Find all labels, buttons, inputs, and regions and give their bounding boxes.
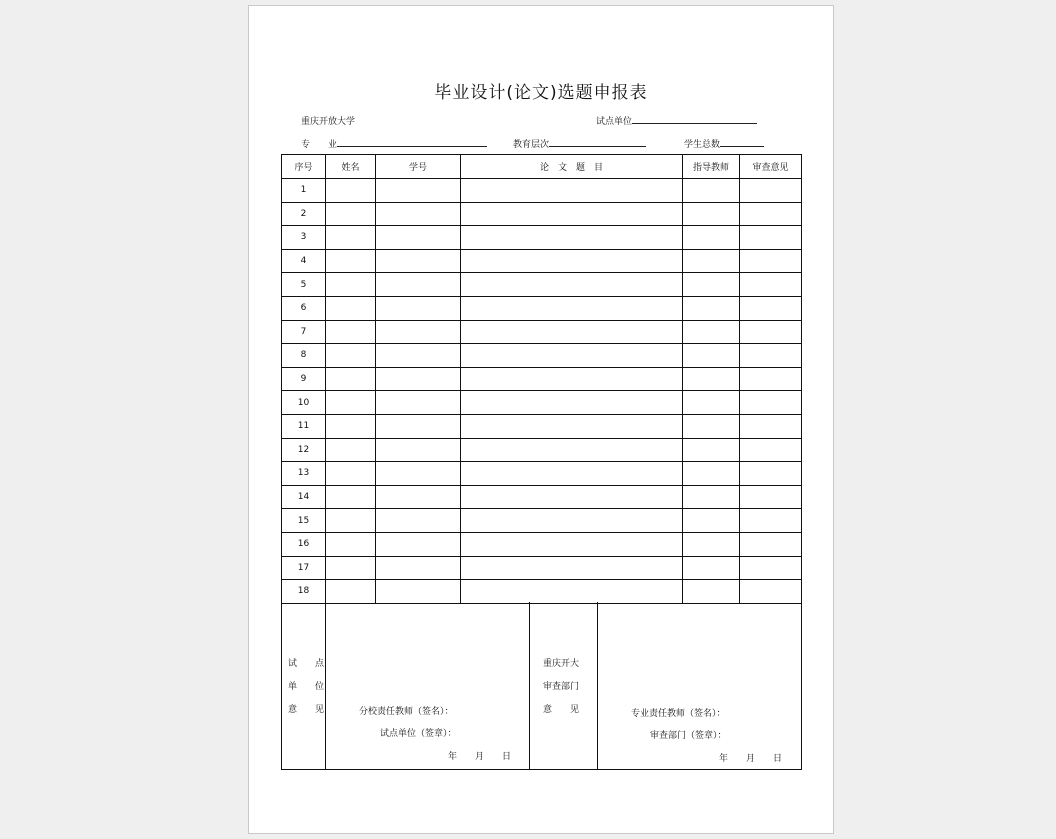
- edu-level-blank: [549, 137, 646, 147]
- review-opinion-cell: [740, 462, 802, 486]
- table-row: [282, 414, 802, 438]
- name-cell: [326, 462, 376, 486]
- review-opinion-cell: [740, 273, 802, 297]
- row-index: 8: [282, 344, 326, 368]
- review-opinion-cell: [740, 202, 802, 226]
- student-total-field: [684, 137, 764, 150]
- name-cell: [326, 202, 376, 226]
- table-row: [282, 320, 802, 344]
- thesis-title-cell: [461, 414, 683, 438]
- table-row: [282, 344, 802, 368]
- advisor-cell: [683, 509, 740, 533]
- review-opinion-cell: [740, 532, 802, 556]
- thesis-title-cell: [461, 320, 683, 344]
- review-opinion-cell: [740, 485, 802, 509]
- table-row: [282, 438, 802, 462]
- thesis-title-cell: [461, 485, 683, 509]
- name-cell: [326, 249, 376, 273]
- student-total-label: 学生总数: [684, 140, 721, 150]
- approval-section: [281, 602, 802, 770]
- review-opinion-cell: [740, 344, 802, 368]
- major-blank: [337, 137, 487, 147]
- table-row: [282, 556, 802, 580]
- student-id-cell: [376, 296, 461, 320]
- major-teacher-signature: 专业责任教师（签名）：: [631, 709, 726, 719]
- left-date: 年 月 日: [448, 752, 512, 762]
- edu-level-field: [513, 137, 646, 150]
- advisor-cell: [683, 320, 740, 344]
- thesis-title-cell: [461, 580, 683, 604]
- table-row: [282, 226, 802, 250]
- name-cell: [326, 344, 376, 368]
- advisor-cell: [683, 391, 740, 415]
- review-opinion-cell: [740, 580, 802, 604]
- divider: [325, 602, 326, 769]
- thesis-title-cell: [461, 367, 683, 391]
- review-opinion-cell: [740, 556, 802, 580]
- advisor-cell: [683, 367, 740, 391]
- table-row: [282, 532, 802, 556]
- topic-table: [281, 154, 802, 604]
- thesis-title-cell: [461, 273, 683, 297]
- table-row: [282, 296, 802, 320]
- page-title: 毕业设计(论文)选题申报表: [434, 83, 648, 103]
- advisor-cell: [683, 556, 740, 580]
- table-row: [282, 367, 802, 391]
- row-index: 13: [282, 462, 326, 486]
- student-id-cell: [376, 580, 461, 604]
- review-opinion-cell: [740, 367, 802, 391]
- review-opinion-cell: [740, 414, 802, 438]
- review-opinion-cell: [740, 296, 802, 320]
- row-index: 15: [282, 509, 326, 533]
- row-index: 6: [282, 296, 326, 320]
- name-cell: [326, 580, 376, 604]
- advisor-cell: [683, 226, 740, 250]
- pilot-opinion-label-1: 试 点: [288, 659, 325, 669]
- table-row: [282, 249, 802, 273]
- thesis-title-cell: [461, 179, 683, 203]
- row-index: 10: [282, 391, 326, 415]
- name-cell: [326, 509, 376, 533]
- row-index: 7: [282, 320, 326, 344]
- name-cell: [326, 273, 376, 297]
- review-opinion-cell: [740, 509, 802, 533]
- advisor-cell: [683, 580, 740, 604]
- student-id-cell: [376, 485, 461, 509]
- thesis-title-cell: [461, 556, 683, 580]
- advisor-cell: [683, 249, 740, 273]
- table-row: [282, 580, 802, 604]
- student-id-cell: [376, 462, 461, 486]
- advisor-cell: [683, 462, 740, 486]
- table-row: [282, 202, 802, 226]
- review-dept-seal: 审查部门（签章）：: [650, 731, 727, 741]
- name-cell: [326, 226, 376, 250]
- right-date: 年 月 日: [719, 754, 783, 764]
- row-index: 16: [282, 532, 326, 556]
- review-label-2: 审查部门: [543, 682, 580, 692]
- row-index: 14: [282, 485, 326, 509]
- col-header-index: 序号: [282, 155, 326, 179]
- major-field: [301, 137, 487, 150]
- thesis-title-cell: [461, 438, 683, 462]
- row-index: 3: [282, 226, 326, 250]
- advisor-cell: [683, 438, 740, 462]
- row-index: 2: [282, 202, 326, 226]
- review-opinion-cell: [740, 226, 802, 250]
- review-label-1: 重庆开大: [543, 659, 580, 669]
- row-index: 9: [282, 367, 326, 391]
- thesis-title-cell: [461, 202, 683, 226]
- thesis-title-cell: [461, 296, 683, 320]
- col-header-advisor: 指导教师: [683, 155, 740, 179]
- col-header-student-id: 学号: [376, 155, 461, 179]
- student-id-cell: [376, 438, 461, 462]
- thesis-title-cell: [461, 462, 683, 486]
- student-id-cell: [376, 509, 461, 533]
- student-id-cell: [376, 532, 461, 556]
- student-id-cell: [376, 556, 461, 580]
- row-index: 11: [282, 414, 326, 438]
- student-id-cell: [376, 226, 461, 250]
- thesis-title-cell: [461, 249, 683, 273]
- thesis-title-cell: [461, 344, 683, 368]
- advisor-cell: [683, 532, 740, 556]
- row-index: 18: [282, 580, 326, 604]
- pilot-opinion-label-3: 意 见: [288, 705, 325, 715]
- table-row: [282, 273, 802, 297]
- pilot-unit-seal: 试点单位（签章）：: [380, 729, 457, 739]
- student-id-cell: [376, 320, 461, 344]
- student-id-cell: [376, 367, 461, 391]
- advisor-cell: [683, 296, 740, 320]
- row-index: 4: [282, 249, 326, 273]
- student-id-cell: [376, 202, 461, 226]
- student-id-cell: [376, 273, 461, 297]
- review-opinion-cell: [740, 438, 802, 462]
- table-header-row: [282, 155, 802, 179]
- advisor-cell: [683, 344, 740, 368]
- review-opinion-cell: [740, 320, 802, 344]
- student-total-blank: [720, 137, 764, 147]
- name-cell: [326, 414, 376, 438]
- row-index: 1: [282, 179, 326, 203]
- name-cell: [326, 556, 376, 580]
- name-cell: [326, 367, 376, 391]
- university-name: 重庆开放大学: [301, 117, 356, 127]
- student-id-cell: [376, 414, 461, 438]
- major-label: 专 业: [301, 140, 338, 150]
- student-id-cell: [376, 179, 461, 203]
- table-row: [282, 485, 802, 509]
- branch-teacher-signature: 分校责任教师（签名）：: [359, 707, 454, 717]
- divider: [529, 602, 530, 769]
- thesis-title-cell: [461, 391, 683, 415]
- advisor-cell: [683, 273, 740, 297]
- edu-level-label: 教育层次: [513, 140, 550, 150]
- divider: [597, 602, 598, 769]
- table-row: [282, 509, 802, 533]
- col-header-thesis-title: 论 文 题 目: [461, 155, 683, 179]
- review-opinion-cell: [740, 179, 802, 203]
- advisor-cell: [683, 414, 740, 438]
- row-index: 5: [282, 273, 326, 297]
- table-row: [282, 462, 802, 486]
- pilot-opinion-label-2: 单 位: [288, 682, 325, 692]
- col-header-name: 姓名: [326, 155, 376, 179]
- row-index: 17: [282, 556, 326, 580]
- pilot-unit-field: [596, 114, 757, 127]
- name-cell: [326, 438, 376, 462]
- student-id-cell: [376, 391, 461, 415]
- thesis-title-cell: [461, 509, 683, 533]
- advisor-cell: [683, 202, 740, 226]
- name-cell: [326, 179, 376, 203]
- name-cell: [326, 296, 376, 320]
- row-index: 12: [282, 438, 326, 462]
- pilot-unit-label: 试点单位: [596, 117, 633, 127]
- thesis-title-cell: [461, 532, 683, 556]
- name-cell: [326, 485, 376, 509]
- student-id-cell: [376, 344, 461, 368]
- review-opinion-cell: [740, 391, 802, 415]
- student-id-cell: [376, 249, 461, 273]
- advisor-cell: [683, 485, 740, 509]
- document-page: [248, 5, 834, 834]
- col-header-review-opinion: 审查意见: [740, 155, 802, 179]
- name-cell: [326, 532, 376, 556]
- name-cell: [326, 320, 376, 344]
- advisor-cell: [683, 179, 740, 203]
- review-label-3: 意 见: [543, 705, 580, 715]
- pilot-unit-blank: [632, 114, 757, 124]
- table-row: [282, 391, 802, 415]
- name-cell: [326, 391, 376, 415]
- thesis-title-cell: [461, 226, 683, 250]
- table-row: [282, 179, 802, 203]
- review-opinion-cell: [740, 249, 802, 273]
